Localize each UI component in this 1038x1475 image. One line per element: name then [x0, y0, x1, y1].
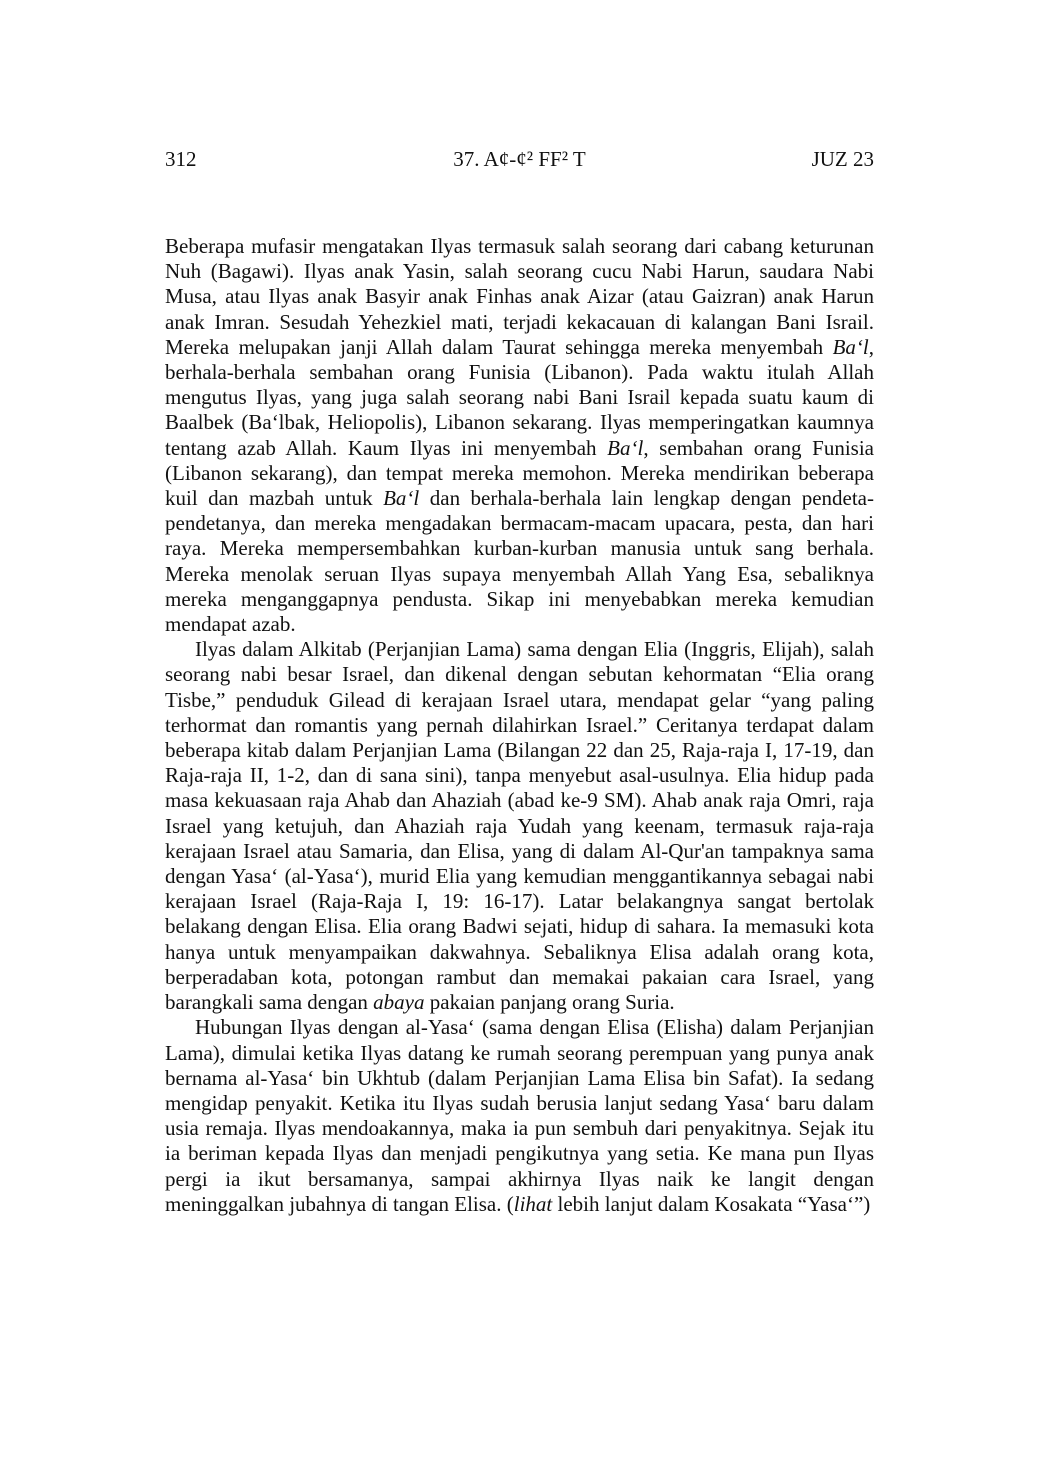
text-run: lebih lanjut dalam Kosakata “Yasa‘”): [552, 1191, 871, 1216]
page-number: 312: [165, 147, 197, 171]
text-run: , berhala-berhala sembahan orang Funisia (Libanon). Pada waktu itulah Allah mengutus Ilyas, yang juga salah seorang nabi Bani Israil kepada suatu kaum di Baalbek (Ba‘lbak, Heliopolis), Libanon sekarang. Ilyas memperingatkan kaumnya tentang azab Allah. Kaum Ilyas ini menyembah: [165, 334, 874, 460]
body-text: [165, 234, 874, 1217]
italic-term: abaya: [373, 990, 425, 1015]
paragraph: [165, 637, 874, 1015]
juz-label: JUZ 23: [811, 147, 874, 171]
text-run: , sembahan orang Funisia (Libanon sekarang), dan tempat mereka memohon. Mereka mendirikan beberapa kuil dan mazbah untuk: [165, 435, 875, 511]
italic-term: lihat: [513, 1191, 553, 1216]
text-run: pakaian panjang orang Suria.: [424, 990, 675, 1015]
paragraph: [165, 234, 874, 637]
paragraph: [165, 1015, 874, 1217]
surah-title: 37. A¢-¢² FF² T: [453, 147, 586, 171]
text-run: Hubungan Ilyas dengan al-Yasa‘ (sama dengan Elisa (Elisha) dalam Perjanjian Lama), dimulai ketika Ilyas datang ke rumah seorang perempuan yang punya anak bernama al-Yasa‘ bin Ukhtub (dalam Perjanjian Lama Elisa bin Safat). Ia sedang mengidap penyakit. Ketika itu Ilyas sudah berusia lanjut sedang Yasa‘ baru dalam usia remaja. Ilyas mendoakannya, maka ia pun sembuh dari penyakitnya. Sejak itu ia beriman kepada Ilyas dan menjadi pengikutnya yang setia. Ke mana pun Ilyas pergi ia ikut bersamanya, sampai akhirnya Ilyas naik ke langit dengan meninggalkan jubahnya di tangan Elisa. (: [165, 1015, 874, 1216]
text-run: dan berhala-berhala lain lengkap dengan pendeta-pendetanya, dan mereka mengadakan bermacam-macam upacara, pesta, dan hari raya. Mereka mempersembahkan kurban-kurban manusia untuk sang berhala. Mereka menolak seruan Ilyas supaya menyembah Allah Yang Esa, sebaliknya mereka menganggapnya pendusta. Sikap ini menyebabkan mereka kemudian mendapat azab.: [165, 486, 874, 637]
italic-term: Ba‘l: [607, 435, 644, 460]
page-header: [165, 144, 874, 174]
text-run: Ilyas dalam Alkitab (Perjanjian Lama) sama dengan Elia (Inggris, Elijah), salah seorang nabi besar Israel, dan dikenal dengan sebutan kehormatan “Elia orang Tisbe,” penduduk Gilead di kerajaan Israel utara, mendapat gelar “yang paling terhormat dan romantis yang pernah dilahirkan Israel.” Ceritanya terdapat dalam beberapa kitab dalam Perjanjian Lama (Bilangan 22 dan 25, Raja-raja I, 17-19, dan Raja-raja II, 1-2, dan di sana sini), tanpa menyebut asal-usulnya. Elia hidup pada masa kekuasaan raja Ahab dan Ahaziah (abad ke-9 SM). Ahab anak raja Omri, raja Israel yang ketujuh, dan Ahaziah raja Yudah yang keenam, termasuk raja-raja kerajaan Israel atau Samaria, dan Elisa, yang di dalam Al-Qur'an tampaknya sama dengan Yasa‘ (al-Yasa‘), murid Elia yang kemudian menggantikannya sebagai nabi kerajaan Israel (Raja-Raja I, 19: 16-17). Latar belakangnya sangat bertolak belakang dengan Elisa. Elia orang Badwi sejati, hidup di sahara. Ia memasuki kota hanya untuk menyampaikan dakwahnya. Sebaliknya Elisa adalah orang kota, berperadaban kota, potongan rambut dan memakai pakaian cara Israel, yang barangkali sama dengan: [165, 637, 874, 1015]
text-run: Beberapa mufasir mengatakan Ilyas termasuk salah seorang dari cabang keturunan Nuh (Bagawi). Ilyas anak Yasin, salah seorang cucu Nabi Harun, saudara Nabi Musa, atau Ilyas anak Basyir anak Finhas anak Aizar (atau Gaizran) anak Harun anak Imran. Sesudah Yehezkiel mati, terjadi kekacauan di kalangan Bani Israil. Mereka melupakan janji Allah dalam Taurat sehingga mereka menyembah: [165, 234, 874, 359]
italic-term: Ba‘l: [832, 334, 869, 359]
italic-term: Ba‘l: [383, 486, 420, 511]
